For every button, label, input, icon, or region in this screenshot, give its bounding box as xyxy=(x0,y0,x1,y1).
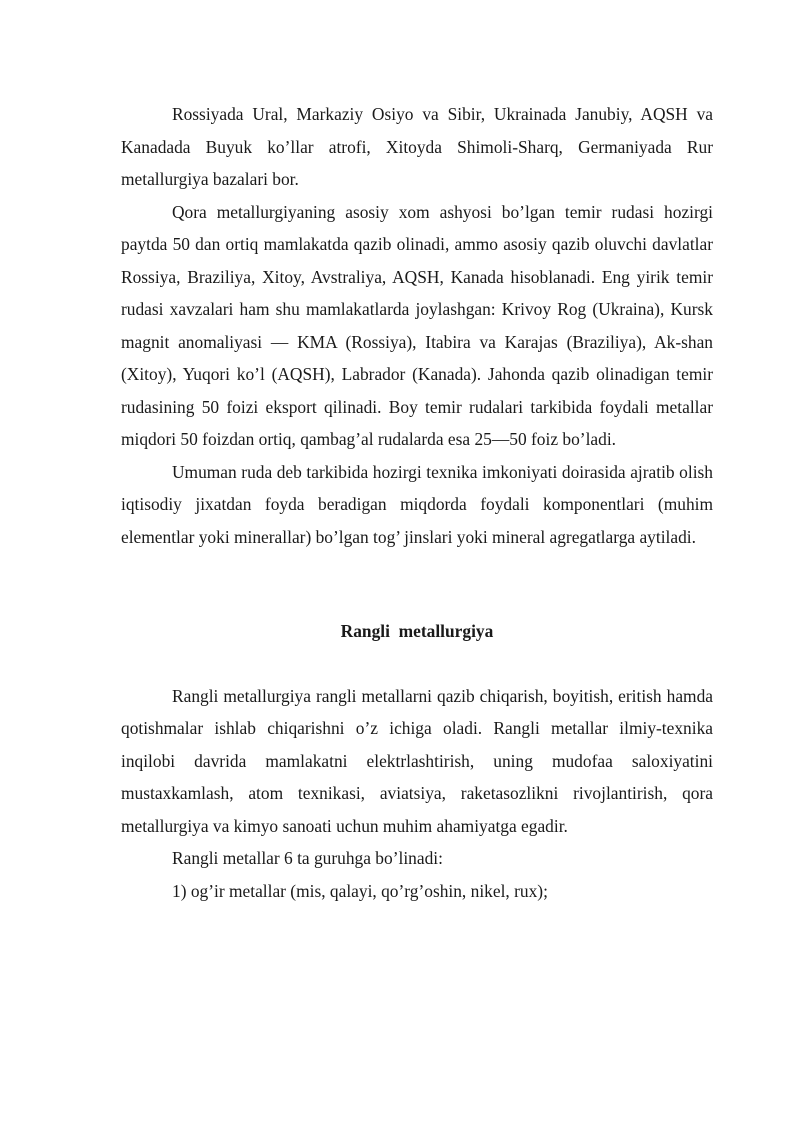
list-item-heavy-metals: 1) og’ir metallar (mis, qalayi, qo’rg’oshin, nikel, rux); xyxy=(172,880,548,901)
paragraph-groups-count: Rangli metallar 6 ta guruhga bo’linadi: xyxy=(172,848,443,868)
paragraph-iron-ore: Qora metallurgiyaning asosiy xom ashyosi bo’lgan temir rudasi hozirgi paytda 50 dan ortiq mamlakatda qazib olinadi, ammo asosiy qazib oluvchi davlatlar Rossiya, Braziliya, Xitoy, Avstraliya, AQSH, Kanada hisoblanadi. Eng yirik temir rudasi xavzalari ham shu mamlakatlarda joylashgan: Krivoy Rog (Ukraina), Kursk magnit anomaliyasi — KMA (Rossiya), Itabira va Karajas (Braziliya), Ak-shan (Xitoy), Yuqori ko’l (AQSH), Labrador (Kanada). Jahonda qazib olinadigan temir rudasining 50 foizi eksport qilinadi. Boy temir rudalari tarkibida foydali metallar miqdori 50 foizdan ortiq, qambag’al rudalarda esa 25—50 foiz bo’ladi. xyxy=(121,201,713,449)
spacer xyxy=(121,553,713,615)
paragraph-metallurgy-bases: Rossiyada Ural, Markaziy Osiyo va Sibir, Ukrainada Janubiy, AQSH va Kanadada Buyuk ko’llar atrofi, Xitoyda Shimoli-Sharq, Germaniyada Rur metallurgiya bazalari bor. xyxy=(121,104,713,189)
spacer xyxy=(121,648,713,680)
document-page xyxy=(121,98,713,907)
paragraph-ore-definition: Umuman ruda deb tarkibida hozirgi texnika imkoniyati doirasida ajratib olish iqtisodiy jixatdan foyda beradigan miqdorda foydali komponentlari (muhim elementlar yoki minerallar) bo’lgan tog’ jinslari yoki mineral agregatlarga aytiladi. xyxy=(121,461,713,547)
section-heading: Rangli metallurgiya xyxy=(340,621,494,641)
paragraph-nonferrous-intro: Rangli metallurgiya rangli metallarni qazib chiqarish, boyitish, eritish hamda qotishmalar ishlab chiqarishni o’z ichiga oladi. Rangli metallar ilmiy-texnika inqilobi davrida mamlakatni elektrlashtirish, uning mudofaa saloxiyatini mustaxkamlash, atom texnikasi, aviatsiya, raketasozlikni rivojlantirish, qora metallurgiya va kimyo sanoati uchun muhim ahamiyatga egadir. xyxy=(121,685,713,836)
